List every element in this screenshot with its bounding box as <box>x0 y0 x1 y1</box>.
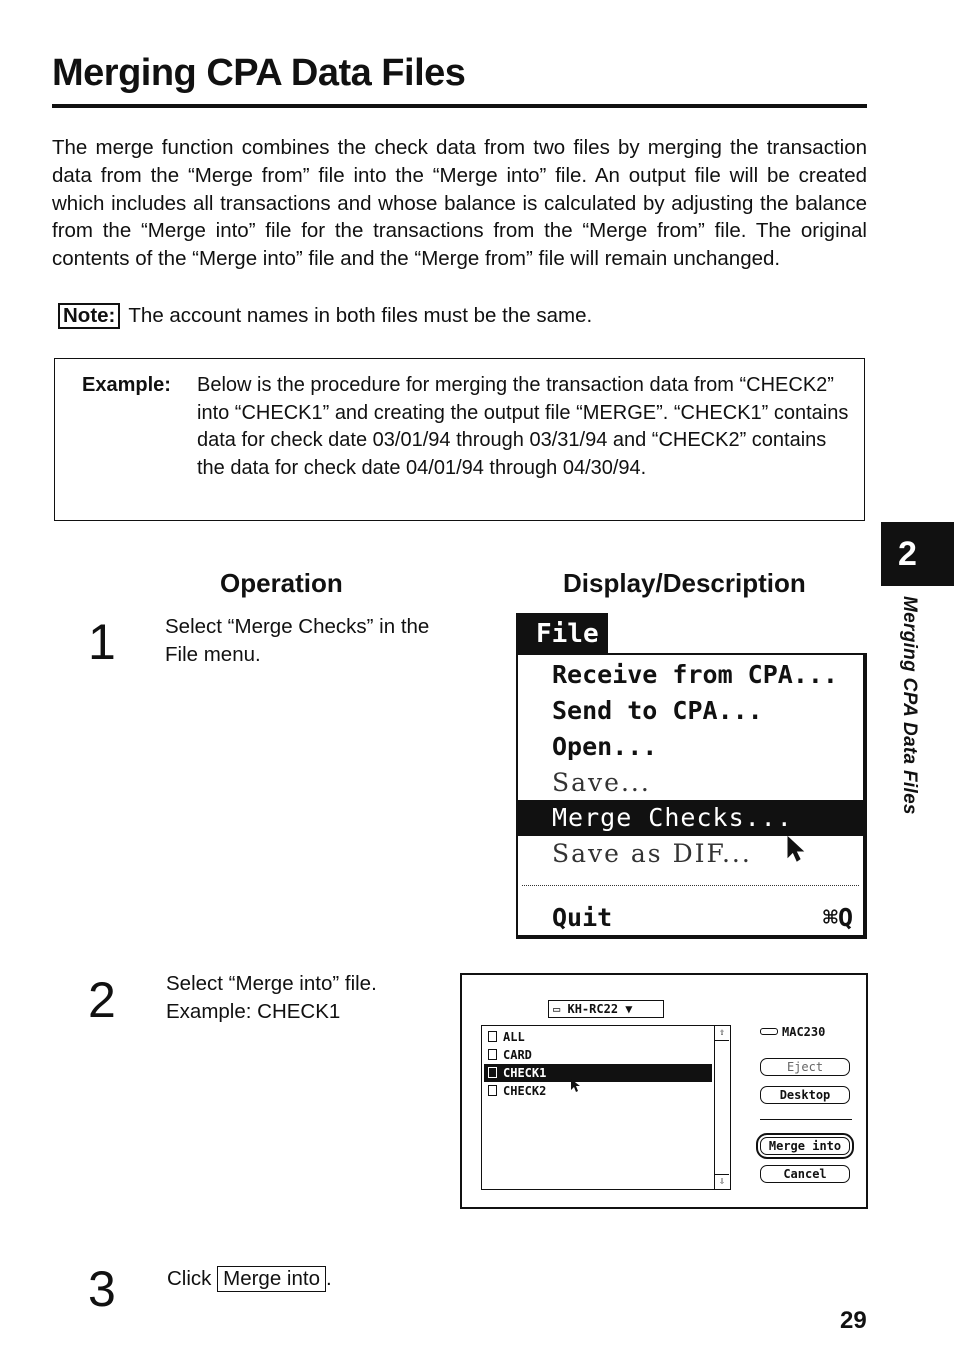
scroll-down-icon[interactable]: ⇩ <box>715 1174 729 1189</box>
disk-label <box>760 1025 825 1039</box>
file-name: CHECK1 <box>503 1066 547 1080</box>
merge-into-inline-button: Merge into <box>217 1266 326 1292</box>
example-box <box>54 358 865 521</box>
file-item-card[interactable] <box>484 1046 712 1064</box>
drive-name: KH-RC22 <box>567 1002 619 1016</box>
document-icon <box>488 1067 497 1078</box>
note-line <box>58 303 592 329</box>
step-1-number: 1 <box>88 614 116 670</box>
step-2-line-2: Example: CHECK1 <box>166 1000 341 1023</box>
title-rule <box>52 104 867 108</box>
step-3-prefix: Click <box>167 1267 212 1290</box>
file-name: CHECK2 <box>503 1084 547 1098</box>
menu-separator <box>522 885 859 886</box>
chevron-down-icon: ▼ <box>625 1002 633 1016</box>
menu-item-save: Save... <box>552 768 651 797</box>
menu-item-save-as-dif: Save as DIF... <box>552 839 752 868</box>
operation-heading: Operation <box>220 568 343 598</box>
note-text: The account names in both files must be the same. <box>128 304 593 327</box>
file-item-check2[interactable] <box>484 1082 712 1100</box>
merge-into-button[interactable]: Merge into <box>760 1137 850 1155</box>
menu-item-send-to-cpa[interactable]: Send to CPA... <box>552 696 763 725</box>
file-item-all[interactable] <box>484 1028 712 1046</box>
example-text: Below is the procedure for merging the transaction data from “CHECK2” into “CHECK1” and creating the output file “MERGE”. “CHECK1” contains data for check date 03/01/94 through 03/31/94 and “CHECK2” contains the data for check date 04/01/94 through 04/30/94. <box>197 374 849 479</box>
mouse-pointer-icon <box>570 1078 582 1094</box>
file-name: CARD <box>503 1048 532 1062</box>
step-3-text <box>167 1265 332 1293</box>
dialog-divider <box>760 1119 852 1120</box>
step-3-suffix: . <box>325 1267 332 1290</box>
file-list-scrollbar[interactable] <box>714 1026 730 1189</box>
menu-item-open[interactable]: Open... <box>552 732 658 761</box>
disk-name: MAC230 <box>782 1025 826 1039</box>
cancel-button[interactable]: Cancel <box>760 1165 850 1183</box>
folder-icon: ▭ <box>553 1002 561 1016</box>
disk-icon <box>760 1028 778 1035</box>
quit-label: Quit <box>552 903 613 932</box>
mouse-pointer-icon <box>786 835 806 863</box>
intro-paragraph: The merge function combines the check data from two files by merging the transaction data from the “Merge from” file into the “Merge into” file. An output file will be created which includes all transactions and whose balance is calculated by adjusting the balance from the “Merge into” file for the transactions from the “Merge from” file. The original contents of the “Merge into” file and the “Merge from” file will remain unchanged. <box>52 136 867 271</box>
eject-button: Eject <box>760 1058 850 1076</box>
document-icon <box>488 1085 497 1096</box>
file-item-check1[interactable] <box>484 1064 712 1082</box>
file-menu <box>516 653 867 939</box>
page-title: Merging CPA Data Files <box>52 52 466 94</box>
page-number: 29 <box>840 1307 867 1334</box>
menu-item-quit[interactable] <box>518 900 863 936</box>
menu-item-merge-checks[interactable]: Merge Checks... <box>518 800 863 836</box>
file-list[interactable] <box>481 1025 731 1190</box>
step-2-line-1: Select “Merge into” file. <box>166 972 377 995</box>
display-heading: Display/Description <box>563 568 806 598</box>
file-menu-title[interactable]: File <box>516 613 608 655</box>
menu-item-receive-from-cpa[interactable]: Receive from CPA... <box>552 660 838 689</box>
quit-shortcut: ⌘Q <box>822 903 853 932</box>
document-icon <box>488 1031 497 1042</box>
file-name: ALL <box>503 1030 525 1044</box>
step-1-text: Select “Merge Checks” in the File menu. <box>165 615 430 666</box>
side-section-label: Merging CPA Data Files <box>899 596 920 815</box>
note-label: Note: <box>58 303 120 329</box>
step-2-number: 2 <box>88 972 116 1028</box>
scroll-up-icon[interactable]: ⇧ <box>715 1026 729 1041</box>
drive-popup[interactable] <box>548 1000 664 1018</box>
example-label: Example: <box>82 374 171 396</box>
merge-into-dialog <box>460 973 868 1209</box>
desktop-button[interactable]: Desktop <box>760 1086 850 1104</box>
document-icon <box>488 1049 497 1060</box>
chapter-tab: 2 <box>881 522 954 586</box>
step-3-number: 3 <box>88 1261 116 1317</box>
